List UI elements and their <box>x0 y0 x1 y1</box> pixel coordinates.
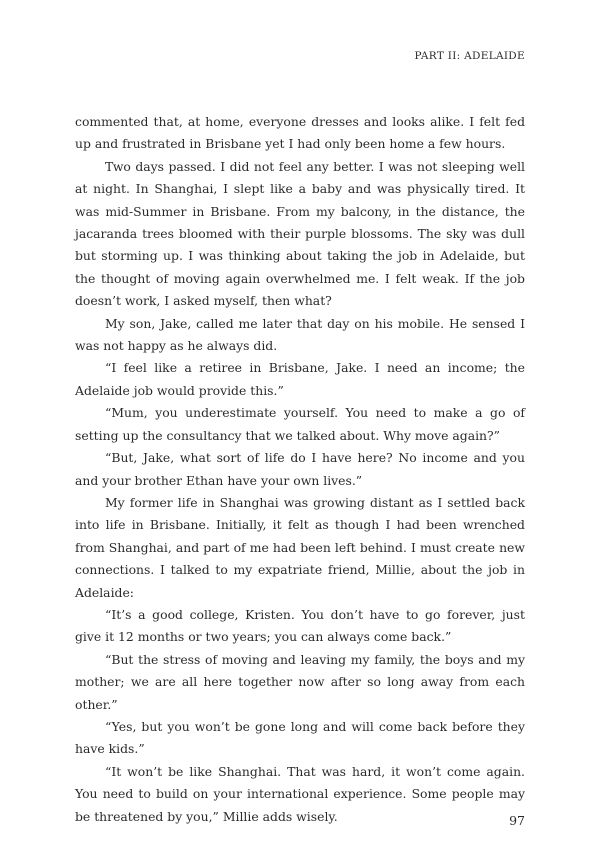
dialogue-paragraph: “Mum, you underestimate yourself. You need to make a go of setting up the consultancy that we talked about. Why move again?” <box>75 405 525 443</box>
dialogue-paragraph: “It won’t be like Shanghai. That was hard, it won’t come again. You need to build on your international experience. Some people may be threatened by you,” Millie adds wisely. <box>75 763 525 824</box>
paragraph: My former life in Shanghai was growing distant as I settled back into life in Brisbane. Initially, it felt as though I had been wrenched from Shanghai, and part of me had been left behind. I must create new connections. I talked to my expatriate friend, Millie, about the job in Adelaide: <box>75 494 525 600</box>
dialogue-paragraph: “Yes, but you won’t be gone long and will come back before they have kids.” <box>75 718 525 757</box>
page-number: 97 <box>509 813 525 828</box>
paragraph-continuation: commented that, at home, everyone dresses and looks alike. I felt fed up and frustrated in Brisbane yet I had only been home a few hours. <box>75 114 525 152</box>
dialogue-paragraph: “But, Jake, what sort of life do I have here? No income and you and your brother Ethan have your own lives.” <box>75 450 525 488</box>
body-text <box>75 111 525 828</box>
paragraph: My son, Jake, called me later that day on his mobile. He sensed I was not happy as he always did. <box>75 315 525 354</box>
dialogue-paragraph: “It’s a good college, Kristen. You don’t have to go forever, just give it 12 months or two years; you can always come back.” <box>75 606 525 645</box>
running-head: PART II: ADELAIDE <box>414 50 525 62</box>
dialogue-paragraph: “But the stress of moving and leaving my family, the boys and my mother; we are all here together now after so long away from each other.” <box>75 651 525 712</box>
paragraph: Two days passed. I did not feel any better. I was not sleeping well at night. In Shanghai, I slept like a baby and was physically tired. It was mid-Summer in Brisbane. From my balcony, in the distance, the jacaranda trees bloomed with their purple blossoms. The sky was dull but storming up. I was thinking about taking the job in Adelaide, but the thought of moving again overwhelmed me. I felt weak. If the job doesn’t work, I asked myself, then what? <box>75 158 525 309</box>
dialogue-paragraph: “I feel like a retiree in Brisbane, Jake. I need an income; the Adelaide job would provide this.” <box>75 360 525 398</box>
